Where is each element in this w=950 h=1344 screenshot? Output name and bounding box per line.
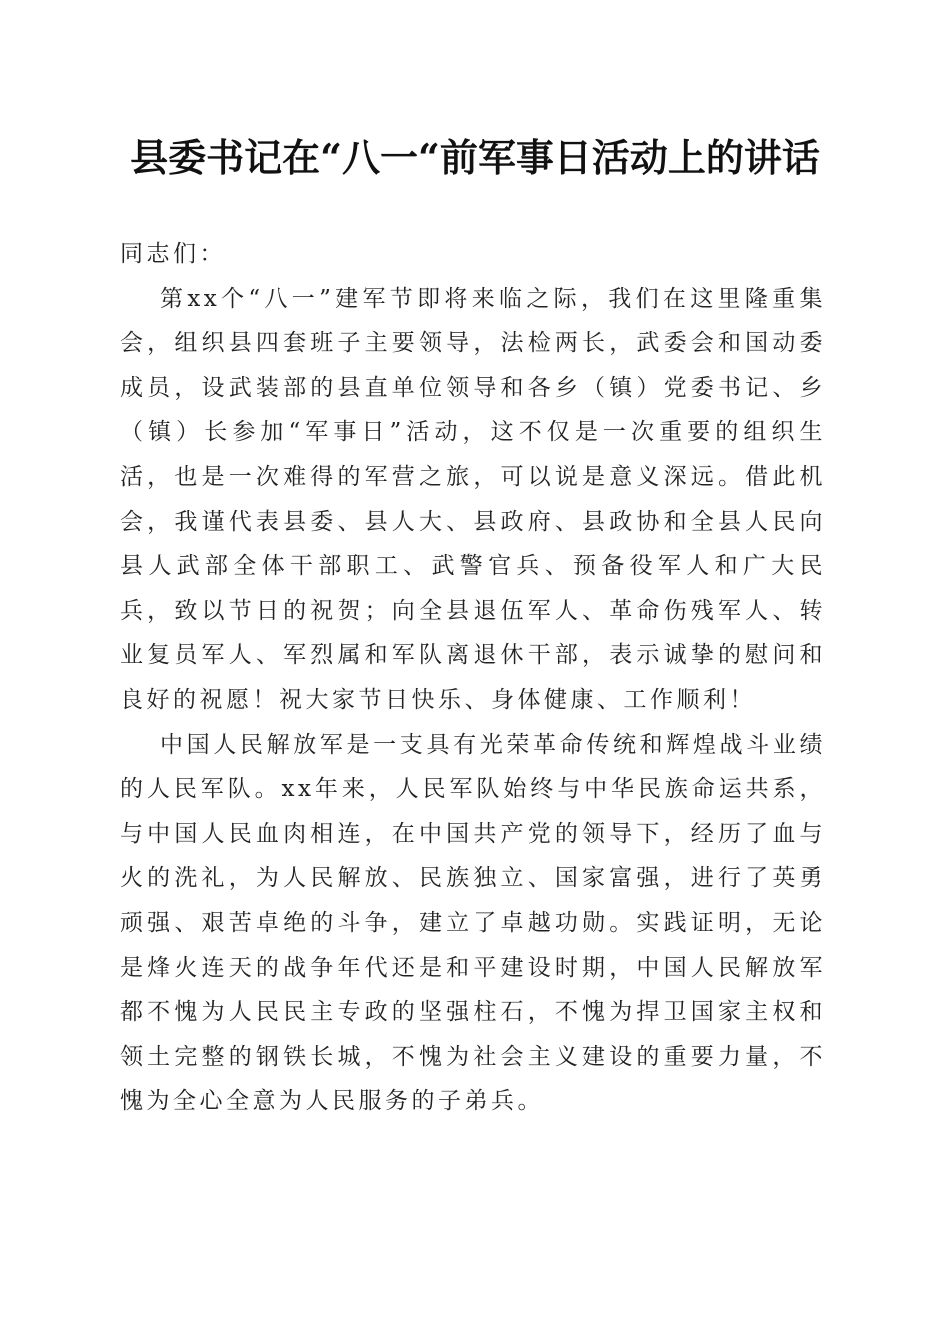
document-title: 县委书记在“八一“前军事日活动上的讲话 bbox=[130, 135, 820, 180]
document-body bbox=[120, 232, 826, 1124]
paragraph-2: 中国人民解放军是一支具有光荣革命传统和辉煌战斗业绩的人民军队。xx年来，人民军队始终与中华民族命运共系，与中国人民血肉相连，在中国共产党的领导下，经历了血与火的洗礼，为人民解放、民族独立、国家富强，进行了英勇顽强、艰苦卓绝的斗争，建立了卓越功勋。实践证明，无论是烽火连天的战争年代还是和平建设时期，中国人民解放军都不愧为人民民主专政的坚强柱石，不愧为捍卫国家主权和领土完整的钢铁长城，不愧为社会主义建设的重要力量，不愧为全心全意为人民服务的子弟兵。 bbox=[120, 731, 826, 1115]
greeting: 同志们： bbox=[120, 241, 226, 267]
paragraph-1: 第xx个“八一”建军节即将来临之际，我们在这里隆重集会，组织县四套班子主要领导，法检两长，武委会和国动委成员，设武装部的县直单位领导和各乡（镇）党委书记、乡（镇）长参加“军事日”活动，这不仅是一次重要的组织生活，也是一次难得的军营之旅，可以说是意义深远。借此机会，我谨代表县委、县人大、县政府、县政协和全县人民向县人武部全体干部职工、武警官兵、预备役军人和广大民兵，致以节日的祝贺；向全县退伍军人、革命伤残军人、转业复员军人、军烈属和军队离退休干部，表示诚挚的慰问和良好的祝愿！祝大家节日快乐、身体健康、工作顺利！ bbox=[120, 285, 826, 713]
